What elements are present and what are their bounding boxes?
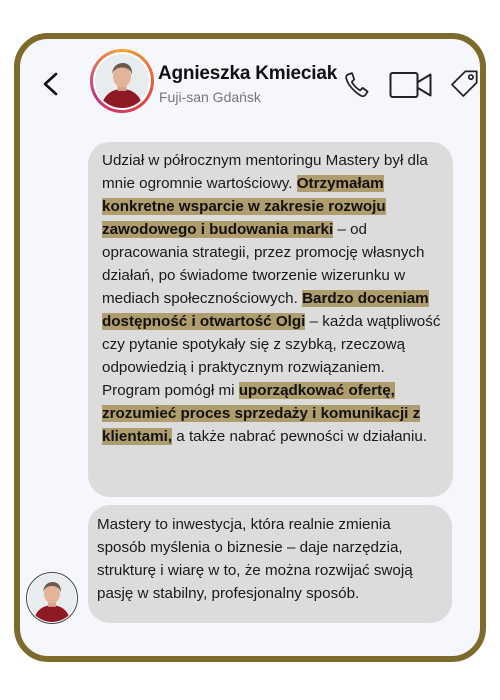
- contact-avatar[interactable]: [90, 49, 154, 113]
- phone-frame: [14, 33, 486, 662]
- message-bubble: [88, 505, 452, 623]
- video-camera-icon[interactable]: [389, 71, 433, 99]
- tag-icon[interactable]: [448, 68, 480, 100]
- highlighted-text: uporządkować ofertę, zrozumieć proces sprzedaży i komunikacji z klientami,: [102, 382, 421, 445]
- contact-name: Agnieszka Kmieciak: [158, 63, 338, 84]
- message-text: Program pomógł mi: [102, 382, 239, 399]
- sender-avatar[interactable]: [26, 572, 78, 624]
- avatar-photo: [95, 54, 149, 108]
- message-text: a także nabrać pewności w działaniu.: [172, 428, 428, 445]
- highlighted-text: Otrzymałam konkretne wsparcie w zakresie rozwoju zawodowego i budowania marki: [102, 175, 386, 238]
- chevron-left-icon[interactable]: [38, 69, 64, 99]
- message-text: Udział w półrocznym mentoringu Mastery był dla mnie ogromnie wartościowy.: [102, 152, 428, 192]
- chat-header: [20, 39, 480, 129]
- message-text: Mastery to inwestycja, która realnie zmienia sposób myślenia o biznesie – daje narzędzia, strukturę i wiarę w to, że można rozwijać swoją pasję w stabilny, profesjonalny sposób.: [97, 516, 413, 602]
- phone-icon[interactable]: [342, 69, 372, 101]
- contact-subtitle: Fuji-san Gdańsk: [159, 89, 261, 105]
- message-bubble: [88, 142, 453, 497]
- message-text: – każda wątpliwość czy pytanie spotykały się z szybką, rzeczową odpowiedzią i praktycznym rozwiązaniem.: [102, 313, 441, 376]
- message-text: – od opracowania strategii, przez promocję własnych działań, po świadome tworzenie wizerunku w mediach społecznościowych.: [102, 221, 425, 307]
- highlighted-text: Bardzo doceniam dostępność i otwartość Olgi: [102, 290, 429, 330]
- avatar-photo: [28, 574, 76, 622]
